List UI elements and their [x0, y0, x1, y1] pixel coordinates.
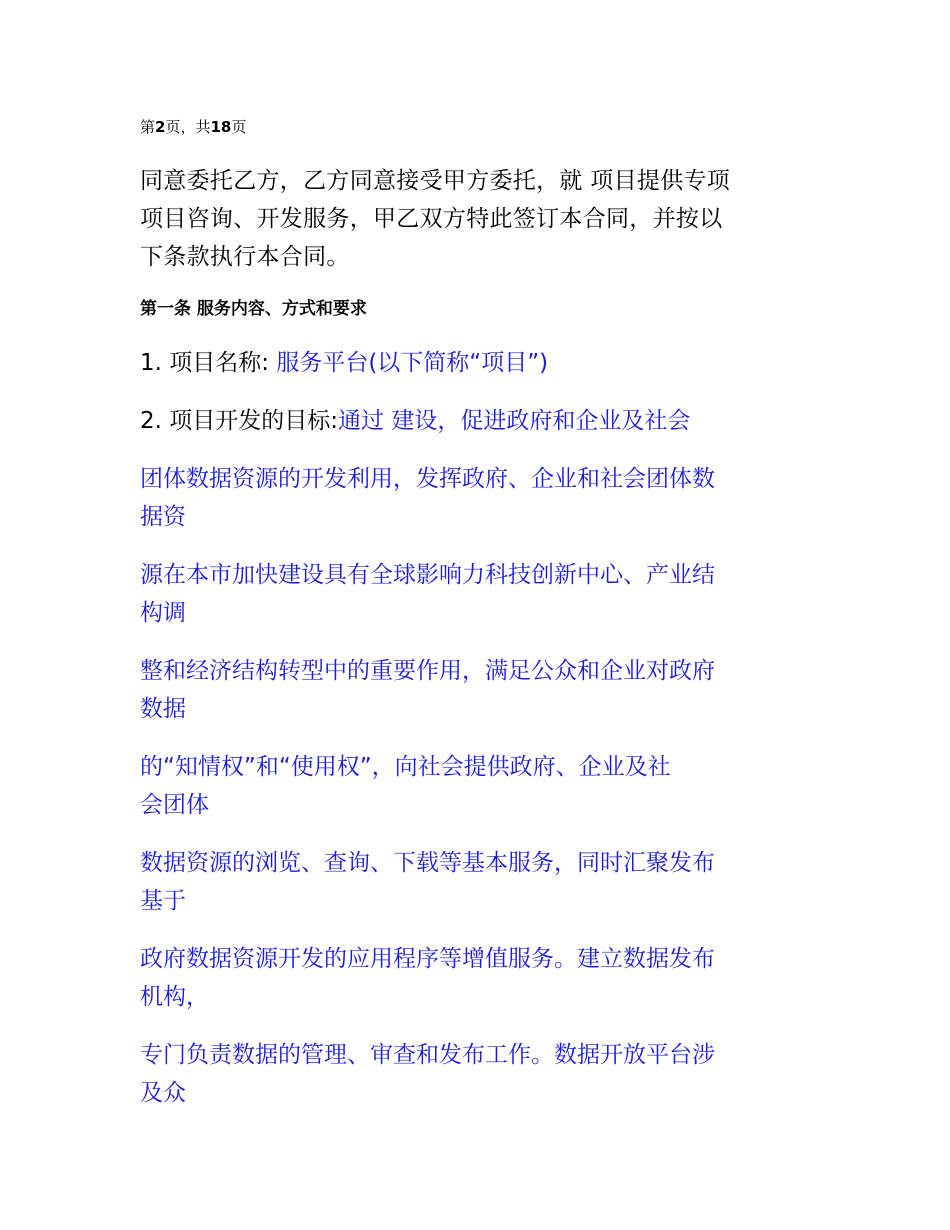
page-header-middle: 页，共	[165, 118, 211, 136]
paragraph-line: 源在本市加快建设具有全球影响力科技创新中心、产业结	[140, 562, 715, 588]
intro-line: 项目咨询、开发服务，甲乙双方特此签订本合同，并按以	[140, 206, 723, 232]
item-value: 服务平台(以下简称“项目”)	[276, 350, 549, 376]
paragraph-line: 政府数据资源开发的应用程序等增值服务。建立数据发布	[140, 946, 715, 972]
page-current-number: 2	[155, 118, 166, 136]
body-paragraph	[140, 748, 820, 824]
paragraph-line: 基于	[140, 888, 186, 914]
body-paragraph	[140, 556, 820, 632]
intro-line: 同意委托乙方，乙方同意接受甲方委托，就 项目提供专项	[140, 168, 731, 194]
item-label: 2. 项目开发的目标:	[140, 408, 339, 434]
paragraph-line: 及众	[140, 1080, 186, 1106]
item-label: 1. 项目名称:	[140, 350, 277, 376]
paragraph-line: 团体数据资源的开发利用，发挥政府、企业和社会团体数	[140, 466, 715, 492]
paragraph-line: 的“知情权”和“使用权”，向社会提供政府、企业及社	[140, 754, 671, 780]
section-title: 第一条 服务内容、方式和要求	[140, 299, 367, 319]
paragraph-line: 会团体	[140, 792, 209, 818]
item-value: 通过 建设，促进政府和企业及社会	[338, 408, 691, 434]
paragraph-line: 机构，	[140, 984, 209, 1010]
body-paragraph	[140, 940, 820, 1016]
page-number-header	[140, 117, 246, 137]
paragraph-line: 数据资源的浏览、查询、下载等基本服务，同时汇聚发布	[140, 850, 715, 876]
intro-line: 下条款执行本合同。	[140, 244, 350, 270]
paragraph-line: 构调	[140, 600, 186, 626]
item-project-goal	[140, 406, 690, 436]
intro-paragraph	[140, 162, 820, 276]
paragraph-line: 据资	[140, 504, 186, 530]
page-header-prefix: 第	[140, 118, 156, 136]
body-paragraph	[140, 652, 820, 728]
page-header-suffix: 页	[231, 118, 247, 136]
page-total-number: 18	[210, 118, 232, 136]
paragraph-line: 整和经济结构转型中的重要作用，满足公众和企业对政府	[140, 658, 715, 684]
paragraph-line: 专门负责数据的管理、审查和发布工作。数据开放平台涉	[140, 1042, 715, 1068]
paragraph-line: 数据	[140, 696, 186, 722]
body-paragraph	[140, 1036, 820, 1112]
body-paragraph	[140, 844, 820, 920]
item-project-name	[140, 348, 548, 378]
body-paragraph	[140, 460, 820, 536]
